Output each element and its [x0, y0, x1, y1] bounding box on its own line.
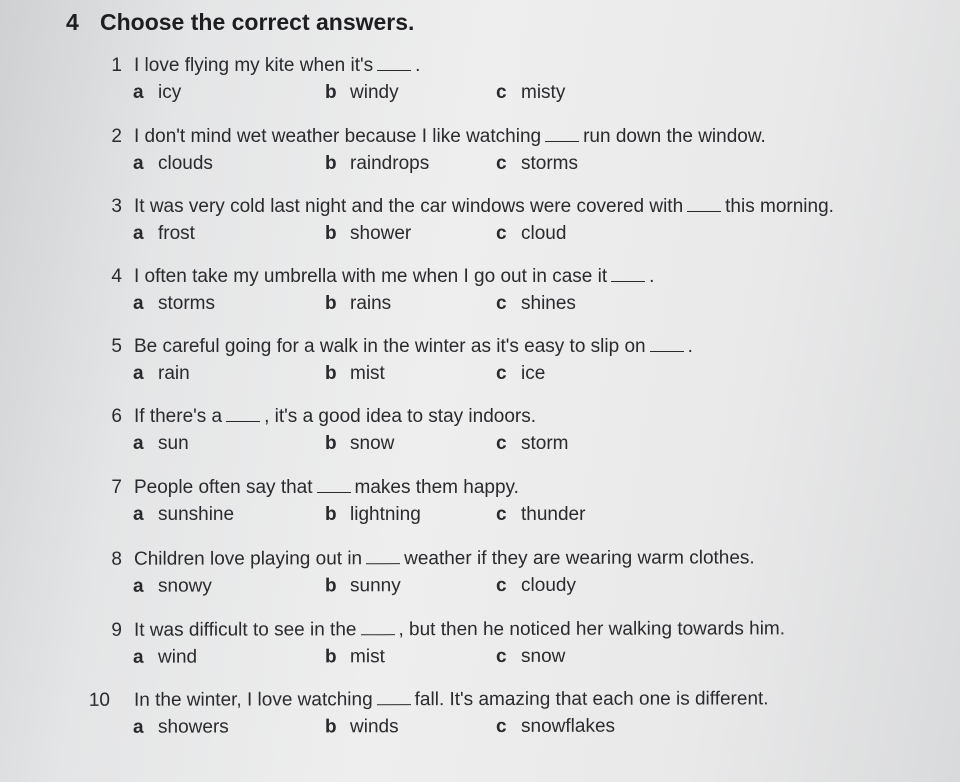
question-number: 1: [111, 55, 122, 76]
question-text: [134, 55, 420, 77]
option-c[interactable]: [496, 646, 565, 668]
question-text-after: fall. It's amazing that each one is different.: [414, 688, 769, 711]
option-letter: b: [325, 82, 337, 103]
option-text: storms: [521, 153, 578, 174]
option-text: raindrops: [350, 153, 430, 174]
question-text: [134, 196, 834, 218]
option-text: sunshine: [158, 504, 235, 525]
question-number: 8: [111, 548, 122, 570]
question-number: 7: [111, 477, 122, 498]
option-letter: c: [496, 153, 507, 174]
option-letter: c: [496, 363, 507, 384]
option-text: showers: [157, 716, 229, 738]
question-number: 10: [88, 689, 110, 711]
exercise-heading: [66, 9, 414, 36]
option-a[interactable]: [133, 363, 190, 385]
option-a[interactable]: [133, 504, 234, 526]
option-text: wind: [157, 646, 198, 668]
option-letter: c: [496, 223, 507, 244]
option-text: thunder: [521, 504, 586, 525]
question-number: 2: [111, 126, 122, 147]
question-text: [134, 336, 693, 358]
option-letter: a: [133, 82, 144, 103]
question-text: [134, 547, 755, 570]
exercise-title: Choose the correct answers.: [100, 9, 415, 35]
option-letter: a: [132, 575, 144, 597]
option-a[interactable]: [133, 293, 215, 315]
question-text-after: .: [649, 266, 655, 287]
question-text-before: It was difficult to see in the: [133, 619, 357, 641]
option-text: icy: [158, 82, 182, 103]
question-number: 9: [111, 619, 122, 641]
question-6: [0, 406, 960, 468]
question-text: [134, 688, 769, 711]
question-2: [0, 126, 960, 188]
question-text: [134, 126, 766, 148]
option-text: mist: [349, 646, 385, 668]
option-letter: b: [325, 433, 337, 454]
option-b[interactable]: [325, 223, 411, 245]
option-text: shines: [521, 293, 576, 314]
option-letter: c: [496, 293, 507, 314]
option-letter: b: [325, 223, 337, 244]
option-letter: b: [324, 575, 337, 597]
option-text: mist: [350, 363, 385, 384]
question-9: [0, 618, 960, 682]
option-letter: a: [133, 293, 144, 314]
question-text-before: I love flying my kite when it's: [134, 55, 374, 76]
option-c[interactable]: [496, 575, 576, 597]
option-letter: c: [496, 504, 507, 525]
option-letter: b: [325, 293, 337, 314]
option-b[interactable]: [325, 716, 399, 738]
question-text-before: I often take my umbrella with me when I go out in case it: [134, 266, 608, 287]
option-a[interactable]: [133, 717, 229, 739]
question-text-before: Be careful going for a walk in the winter as it's easy to slip on: [134, 336, 646, 357]
question-text-after: , it's a good idea to stay indoors.: [264, 406, 537, 427]
option-c[interactable]: [496, 153, 578, 175]
question-number: 4: [111, 266, 122, 287]
question-text-before: If there's a: [134, 406, 223, 427]
option-b[interactable]: [325, 575, 401, 597]
answer-blank: [317, 491, 351, 493]
option-text: rains: [350, 293, 392, 314]
option-letter: b: [325, 363, 337, 384]
option-b[interactable]: [325, 363, 385, 385]
option-text: ice: [521, 363, 546, 384]
question-8: [0, 547, 960, 611]
option-b[interactable]: [325, 153, 429, 175]
option-letter: a: [133, 223, 144, 244]
option-text: cloud: [521, 223, 567, 244]
exercise-number: 4: [66, 9, 79, 35]
question-text-before: Children love playing out in: [133, 548, 363, 570]
option-a[interactable]: [133, 576, 212, 598]
option-b[interactable]: [325, 504, 421, 526]
answer-blank: [226, 420, 260, 422]
option-text: frost: [158, 223, 195, 244]
answer-blank: [377, 703, 411, 705]
question-5: [0, 336, 960, 398]
question-number: 6: [111, 406, 122, 427]
option-text: storms: [158, 293, 215, 314]
option-b[interactable]: [325, 646, 385, 668]
question-text-after: makes them happy.: [354, 477, 519, 498]
answer-blank: [377, 69, 411, 71]
option-letter: a: [133, 363, 144, 384]
option-letter: c: [496, 82, 507, 103]
option-a[interactable]: [133, 223, 195, 245]
option-text: sunny: [349, 575, 401, 597]
option-text: snowy: [157, 575, 212, 597]
question-text: [134, 406, 536, 428]
option-text: storm: [521, 433, 569, 454]
question-1: [0, 55, 960, 117]
answer-blank: [611, 280, 645, 282]
option-letter: c: [496, 433, 507, 454]
option-a[interactable]: [133, 82, 181, 104]
option-c[interactable]: [496, 716, 615, 738]
answer-blank: [366, 562, 400, 564]
option-text: lightning: [350, 504, 421, 525]
option-c[interactable]: [496, 433, 569, 455]
question-number: 5: [111, 336, 122, 357]
question-text: [134, 618, 785, 641]
option-text: snow: [350, 433, 395, 454]
option-text: clouds: [158, 153, 213, 174]
option-text: cloudy: [520, 574, 576, 596]
question-text-before: I don't mind wet weather because I like watching: [134, 126, 542, 147]
option-text: sun: [158, 433, 189, 454]
option-text: misty: [521, 82, 566, 103]
option-text: shower: [350, 223, 412, 244]
question-text-before: It was very cold last night and the car windows were covered with: [134, 196, 684, 217]
option-letter: b: [325, 504, 337, 525]
option-letter: a: [133, 504, 144, 525]
option-a[interactable]: [133, 153, 213, 175]
question-3: [0, 196, 960, 258]
question-text: [134, 266, 654, 288]
option-text: winds: [349, 716, 399, 738]
question-text-before: People often say that: [134, 477, 313, 498]
option-letter: a: [133, 433, 144, 454]
question-number: 3: [111, 196, 122, 217]
question-text-after: , but then he noticed her walking towards him.: [398, 618, 786, 641]
option-c[interactable]: [496, 82, 565, 104]
option-letter: a: [132, 646, 144, 668]
question-text-after: this morning.: [725, 196, 834, 217]
answer-blank: [545, 140, 579, 142]
question-text: [134, 477, 519, 499]
option-text: rain: [158, 363, 190, 384]
option-b[interactable]: [325, 433, 394, 455]
question-10: [0, 688, 960, 752]
option-c[interactable]: [496, 293, 576, 315]
question-7: [0, 477, 960, 539]
option-letter: b: [324, 716, 337, 738]
option-text: windy: [350, 82, 399, 103]
option-letter: b: [324, 646, 337, 668]
option-letter: a: [132, 716, 144, 738]
question-text-after: run down the window.: [583, 126, 766, 147]
option-c[interactable]: [496, 363, 545, 385]
option-c[interactable]: [496, 223, 566, 245]
answer-blank: [360, 633, 394, 635]
option-letter: c: [495, 645, 507, 667]
option-b[interactable]: [325, 82, 399, 104]
question-4: [0, 266, 960, 328]
question-text-after: .: [415, 55, 421, 76]
option-a[interactable]: [133, 433, 189, 455]
option-a[interactable]: [133, 647, 197, 669]
answer-blank: [687, 210, 721, 212]
option-letter: c: [495, 715, 507, 737]
option-text: snow: [520, 645, 566, 667]
option-text: snowflakes: [520, 715, 616, 737]
question-text-after: weather if they are wearing warm clothes.: [404, 547, 755, 570]
question-text-after: .: [687, 336, 693, 357]
answer-blank: [650, 350, 684, 352]
option-letter: b: [325, 153, 337, 174]
question-text-before: In the winter, I love watching: [133, 689, 373, 711]
option-c[interactable]: [496, 504, 585, 526]
option-letter: a: [133, 153, 144, 174]
option-b[interactable]: [325, 293, 391, 315]
option-letter: c: [495, 574, 507, 596]
